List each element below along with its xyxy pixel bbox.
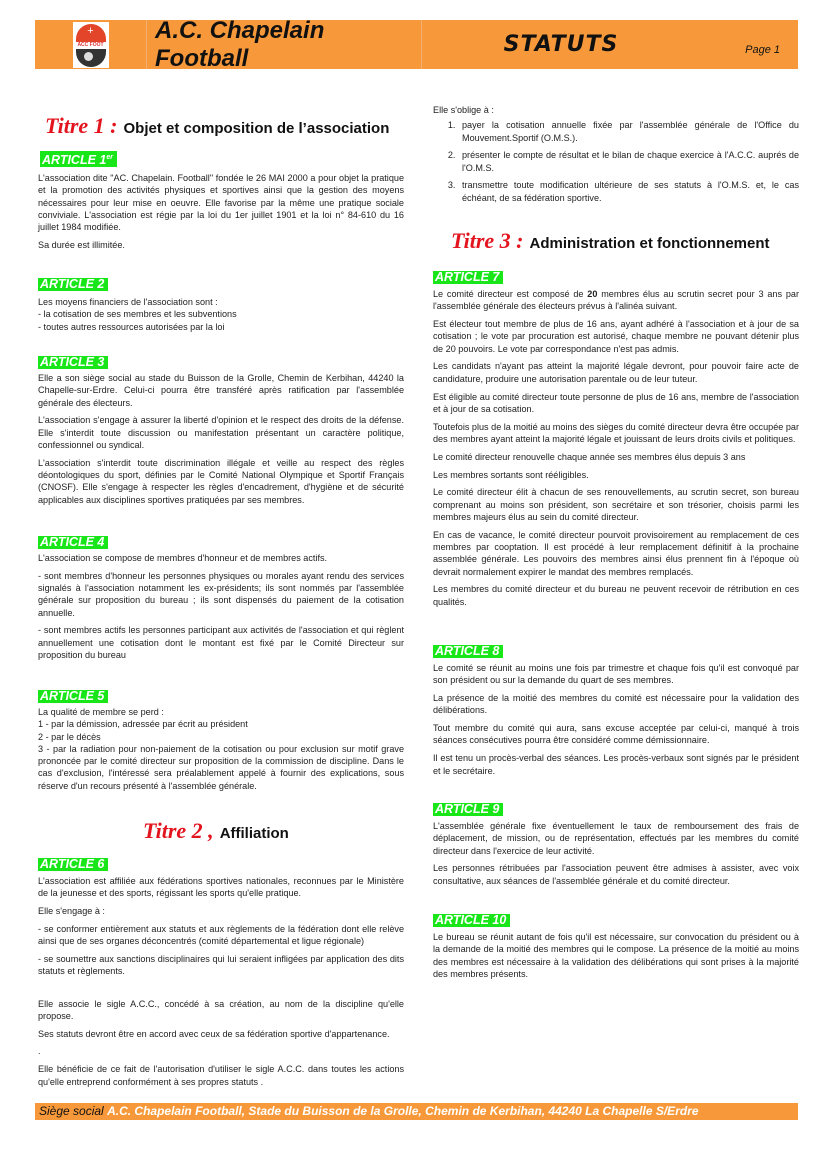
paragraph: La qualité de membre se perd :	[38, 707, 164, 717]
paragraph: Le comité directeur est composé de 20 membres élus au scrutin secret pour 3 ans par l'assemblée générale des électeurs prévus à l'alinéa suivant.	[433, 289, 799, 312]
article-10	[433, 911, 799, 986]
paragraph: Les candidats n'ayant pas atteint la majorité légale devront, pour pouvoir faire acte de candidature, produire une autorisation parentale ou de leur tuteur.	[433, 361, 799, 384]
article-9-label: ARTICLE 9	[433, 803, 503, 816]
article-7	[433, 268, 799, 614]
paragraph: Toutefois plus de la moitié au moins des sièges du comité directeur devra être occupée par des membres ayant atteint la majorité légale et jouissant de leurs droits civils et politiques.	[433, 421, 799, 444]
paragraph: En cas de vacance, le comité directeur pourvoit provisoirement au remplacement de ces membres par cooptation. Il est procédé à leur remplacement définitif à la prochaine assemblée générale. Les pouvoirs des membres ainsi élus prennent fin à l'époque où devrait normalement expirer le mandat des membres remplacés.	[433, 529, 799, 577]
list-item: - se conformer entièrement aux statuts et aux règlements de la fédération dont elle relève ainsi que de ses organes déconcentrés (comité départemental et ligue régionale)	[38, 923, 404, 947]
paragraph: Il est tenu un procès-verbal des séances. Les procès-verbaux sont signés par le président et le secrétaire.	[433, 753, 799, 776]
paragraph: Le comité se réunit au moins une fois par trimestre et chaque fois qu'il est convoqué par son président ou sur la demande du quart de ses membres.	[433, 663, 799, 686]
list-item: - se soumettre aux sanctions disciplinaires qui lui seraient infligées par application des dits statuts et règlements.	[38, 953, 404, 977]
list-item: - toutes autres ressources autorisées par la loi	[38, 321, 225, 332]
list-item: 1. payer la cotisation annuelle fixée par l'assemblée générale de l'Office du Mouvement.Sportif (O.M.S.).	[458, 119, 799, 144]
list-item: 2. présenter le compte de résultat et le bilan de chaque exercice à l'A.C.C. auprés de l'O.M.S.	[458, 149, 799, 174]
titre-2-text: Affiliation	[219, 825, 289, 842]
titre-3-text: Administration et fonctionnement	[529, 235, 770, 252]
article-8-label: ARTICLE 8	[433, 645, 503, 658]
article-4	[38, 533, 404, 667]
paragraph: L'association dite "AC. Chapelain. Football" fondée le 26 MAI 2000 a pour objet la pratique et la promotion des activités physiques et sportives ainsi que la gestion des moyens nécessaires pour leur mise en oeuvre. Elle favorise par la même une pratique sociale conviviale. L'association est régie par la loi du 1er juillet 1901 et la loi n° 84-610 du 16 juillet 1984 modifiée.	[38, 173, 404, 233]
paragraph: L'assemblée générale fixe éventuellement le taux de remboursement des frais de déplacement, de mission, ou de représentation, effectués par les membres du comité directeur dans l'exercice de leur activité.	[433, 821, 799, 856]
article-6-continued	[433, 104, 799, 210]
titre-1-text: Objet et composition de l’association	[123, 120, 390, 137]
paragraph: Le comité directeur renouvelle chaque année ses membres élus depuis 3 ans	[433, 451, 746, 462]
paragraph: L'association s'engage à assurer la liberté d'opinion et le respect des droits de la défense. Elle s'interdit toute discussion ou manifestation présentant un caractère politique, confessionnel ou syndical.	[38, 415, 404, 450]
titre-1-heading	[45, 113, 389, 139]
paragraph: Tout membre du comité qui aura, sans excuse acceptée par celui-ci, manqué à trois séances consécutives pourra être considéré comme démissionnaire.	[433, 723, 799, 746]
paragraph: Elle bénéficie de ce fait de l'autorisation d'utiliser le sigle A.C.C. dans toutes les actions qu'elle entreprend conformément à ses propres statuts .	[38, 1064, 404, 1087]
list-item: 2 - par le décès	[38, 731, 101, 742]
logo-text: ACC FOOT	[77, 41, 104, 48]
article-5	[38, 687, 404, 792]
footer-address: A.C. Chapelain Football, Stade du Buisson de la Grolle, Chemin de Kerbihan, 44240 La Chapelle S/Erdre	[107, 1104, 699, 1118]
paragraph: Elle s'oblige à :	[433, 105, 494, 115]
page-footer	[35, 1103, 798, 1120]
paragraph: Elle associe le sigle A.C.C., concédé à sa création, au nom de la discipline qu'elle propose.	[38, 998, 404, 1021]
club-logo	[73, 22, 109, 68]
football-icon	[84, 52, 93, 61]
club-name: A.C. Chapelain Football	[147, 20, 422, 69]
paragraph: Est éligible au comité directeur toute personne de plus de 16 ans, membre de l'association et à jour de sa cotisation.	[433, 391, 799, 414]
article-9	[433, 800, 799, 892]
paragraph: Elle s'engage à :	[38, 906, 105, 917]
logo-cell	[35, 20, 147, 69]
titre-1-script: Titre 1 :	[45, 113, 118, 138]
paragraph: Sa durée est illimitée.	[38, 240, 125, 251]
paragraph: .	[38, 1046, 41, 1057]
titre-3-heading	[451, 228, 770, 254]
article-6-label: ARTICLE 6	[38, 858, 108, 871]
titre-2-script: Titre 2 ,	[143, 818, 214, 843]
page-header	[35, 16, 798, 72]
article-8	[433, 642, 799, 782]
paragraph: Est électeur tout membre de plus de 16 ans, ayant adhéré à l'association et à jour de sa cotisation ; le vote par procuration est autorisé, chaque membre ne pouvant détenir plus de 20 pouvoirs. Le vote par correspondance n'est pas admis.	[433, 319, 799, 354]
paragraph: - sont membres actifs les personnes participant aux activités de l'association et qui règlent annuellement une cotisation dont le montant est fixé par le Comité Directeur sur proposition du bureau	[38, 625, 404, 661]
paragraph: L'association se compose de membres d'honneur et de membres actifs.	[38, 553, 328, 563]
obligations-list	[433, 119, 799, 204]
article-4-label: ARTICLE 4	[38, 536, 108, 549]
article-2-label: ARTICLE 2	[38, 278, 108, 291]
list-item: 3 - par la radiation pour non-paiement de la cotisation ou pour exclusion sur motif grave prononcée par le comité directeur sur proposition de la commission de discipline. Dans le cas d'exclusion, l'intéressé sera préalablement appelé à fournir des explications, sous réserve d'un recours présenté à l'assemblée générale.	[38, 743, 404, 791]
list-item: 3. transmettre toute modification ultérieure de ses statuts à l'O.M.S. et, le cas échéant, de sa fédération sportive.	[458, 179, 799, 204]
paragraph: Elle a son siège social au stade du Buisson de la Grolle, Chemin de Kerbihan, 44240 la Chapelle-sur-Erdre. Celui-ci pourra être transféré après ratification par l'assemblée générale des électeurs.	[38, 373, 404, 408]
article-5-label: ARTICLE 5	[38, 690, 108, 703]
paragraph: - sont membres d'honneur les personnes physiques ou morales ayant rendu des services signalés à l'association notamment les ex-présidents; ils sont nommés par l'assemblée générale sur proposition du bureau ; ils sont dispensés du paiement de la cotisation annuelle.	[38, 570, 404, 618]
article-3-label: ARTICLE 3	[38, 356, 108, 369]
paragraph: Les moyens financiers de l'association sont :	[38, 297, 218, 307]
article-1	[38, 151, 404, 257]
article-10-label: ARTICLE 10	[433, 914, 510, 927]
footer-label: Siège social	[39, 1104, 104, 1118]
page-number: Page 1	[745, 43, 780, 56]
titre-3-script: Titre 3 :	[451, 228, 524, 253]
document-title: STATUTS	[503, 32, 619, 57]
paragraph: L'association est affiliée aux fédérations sportives nationales, reconnues par le Ministère de la jeunesse et des sports, régissant les sports qu'elle pratique.	[38, 876, 404, 899]
article-7-label: ARTICLE 7	[433, 271, 503, 284]
paragraph: Les membres du comité directeur et du bureau ne peuvent recevoir de rétribution en ces qualités.	[433, 584, 799, 607]
paragraph: Le comité directeur élit à chacun de ses renouvellements, au scrutin secret, son bureau comprenant au moins son président, son secrétaire et son trésorier, choisis parmi les membres majeurs élus au sein du comité directeur.	[433, 487, 799, 522]
paragraph: Les membres sortants sont rééligibles.	[433, 469, 589, 480]
paragraph: Ses statuts devront être en accord avec ceux de sa fédération sportive d'appartenance.	[38, 1028, 390, 1039]
paragraph: Les personnes rétribuées par l'association peuvent être admises à assister, avec voix consultative, aux séances de l'assemblée générale et du comité directeur.	[433, 863, 799, 886]
article-2	[38, 275, 404, 333]
list-item: 1 - par la démission, adressée par écrit au président	[38, 719, 248, 730]
paragraph: La présence de la moitié des membres du comité est nécessaire pour la validation des délibérations.	[433, 693, 799, 716]
article-1-label: ARTICLE 1er	[40, 151, 117, 167]
list-item: - la cotisation de ses membres et les subventions	[38, 309, 237, 320]
paragraph: L'association s'interdit toute discrimination illégale et veille au respect des règles déontologiques du sport, définies par le Comité National Olympique et Sportif Français (CNOSF). Elle s'engage à respecter les règles d'encadrement, d'hygiène et de sécurité applicables aux disciplines sportives pratiquées par ses membres.	[38, 457, 404, 505]
titre-2-heading	[143, 818, 289, 844]
paragraph: Le bureau se réunit autant de fois qu'il est nécessaire, sur convocation du président ou à la demande de la moitié des membres qui le compose. La présence de la moitié au moins des membres est nécessaire à la validation des délibérations qui sont prises à la majorité des membres présents.	[433, 932, 799, 979]
cross-icon: +	[76, 24, 106, 42]
article-3	[38, 353, 404, 511]
article-6	[38, 855, 404, 1093]
